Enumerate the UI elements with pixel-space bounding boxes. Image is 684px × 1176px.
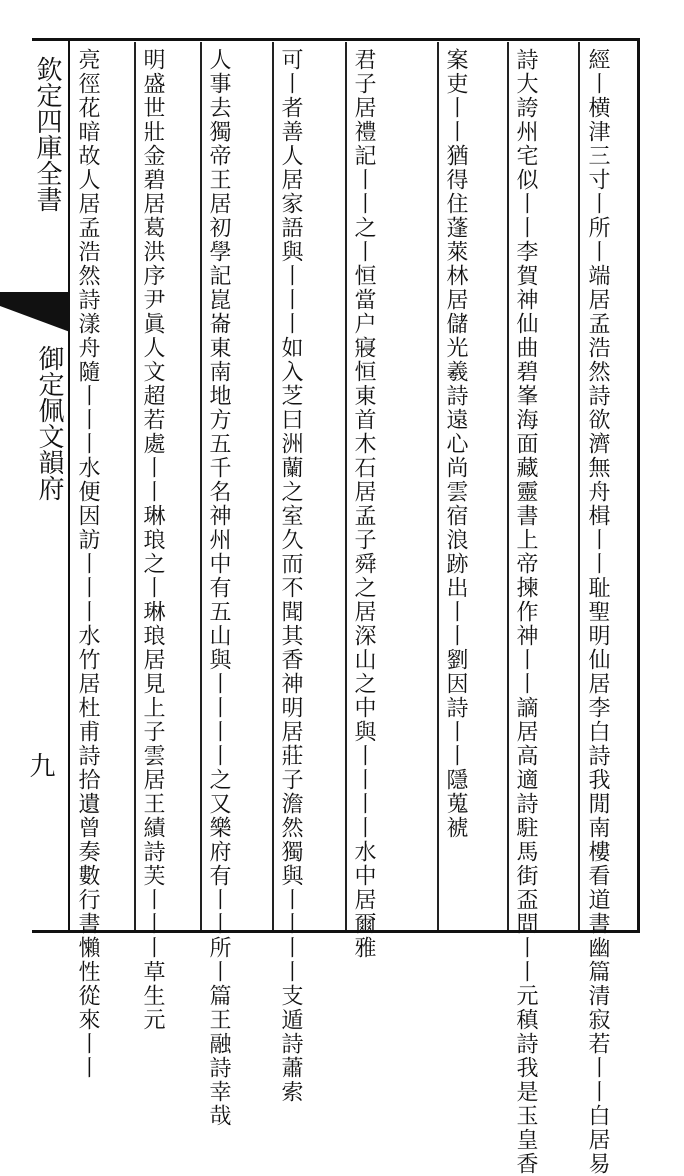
column-text: 人事去獨帝王居初學記崑崙東南地方五千名神州中有五山與丨丨丨丨之又樂府有丨丨所丨篇王融詩幸哉 (206, 48, 231, 1128)
book-title: 御定佩文韻府 (34, 345, 64, 501)
text-column (442, 48, 504, 928)
text-column (512, 48, 576, 1176)
bottom-border (32, 930, 640, 933)
text-column (584, 48, 634, 1176)
margin-border (68, 38, 70, 933)
text-column (205, 48, 271, 1128)
text-column (277, 48, 343, 1104)
text-column (139, 48, 199, 1032)
column-divider (578, 42, 580, 930)
column-divider (200, 42, 202, 930)
column-text: 明盛世壯金碧居葛洪序尹眞人文超若處丨丨琳琅之丨琳琅居見上子雲居王績詩芙丨丨丨草生元 (140, 48, 165, 1032)
fishtail-mark-icon (0, 292, 70, 332)
top-border (32, 38, 640, 41)
column-divider (507, 42, 509, 930)
column-text: 經丨横津三寸丨所丨端居孟浩然詩欲濟無舟楫丨丨耻聖明仙居李白詩我閒南樓看道書幽篇清寂若丨丨白居易 (585, 48, 610, 1176)
column-text: 案吏丨丨猶得住蓬萊林居儲光羲詩遠心尚雲宿浪跡出丨丨劉因詩丨丨隱蒐裭 (443, 48, 468, 840)
text-column (350, 48, 442, 960)
column-divider (134, 42, 136, 930)
page-number: 九 (25, 752, 55, 778)
column-text: 可丨者善人居家語與丨丨丨如入芝曰洲蘭之室久而不聞其香神明居莊子澹然獨與丨丨丨丨支遁詩蕭索 (278, 48, 303, 1104)
column-divider (345, 42, 347, 930)
text-column (74, 48, 132, 1080)
column-text: 君子居禮記丨丨之丨恒當户寢恒東首木石居孟子舜之居深山之中與丨丨丨丨水中居爾雅 (351, 48, 376, 960)
right-border (637, 38, 640, 933)
column-text: 亮徑花暗故人居孟浩然詩漾舟隨丨丨丨水便因訪丨丨丨水竹居杜甫詩拾遺曾奏數行書懶性從來丨丨 (75, 48, 100, 1080)
column-text: 詩大誇州宅似丨丨李賀神仙曲碧峯海面藏靈書上帝揀作神丨丨謫居高適詩駐馬街盃問丨丨元稹詩我是玉皇香 (513, 48, 538, 1176)
running-head: 欽定四庫全書 (32, 56, 62, 212)
column-divider (272, 42, 274, 930)
